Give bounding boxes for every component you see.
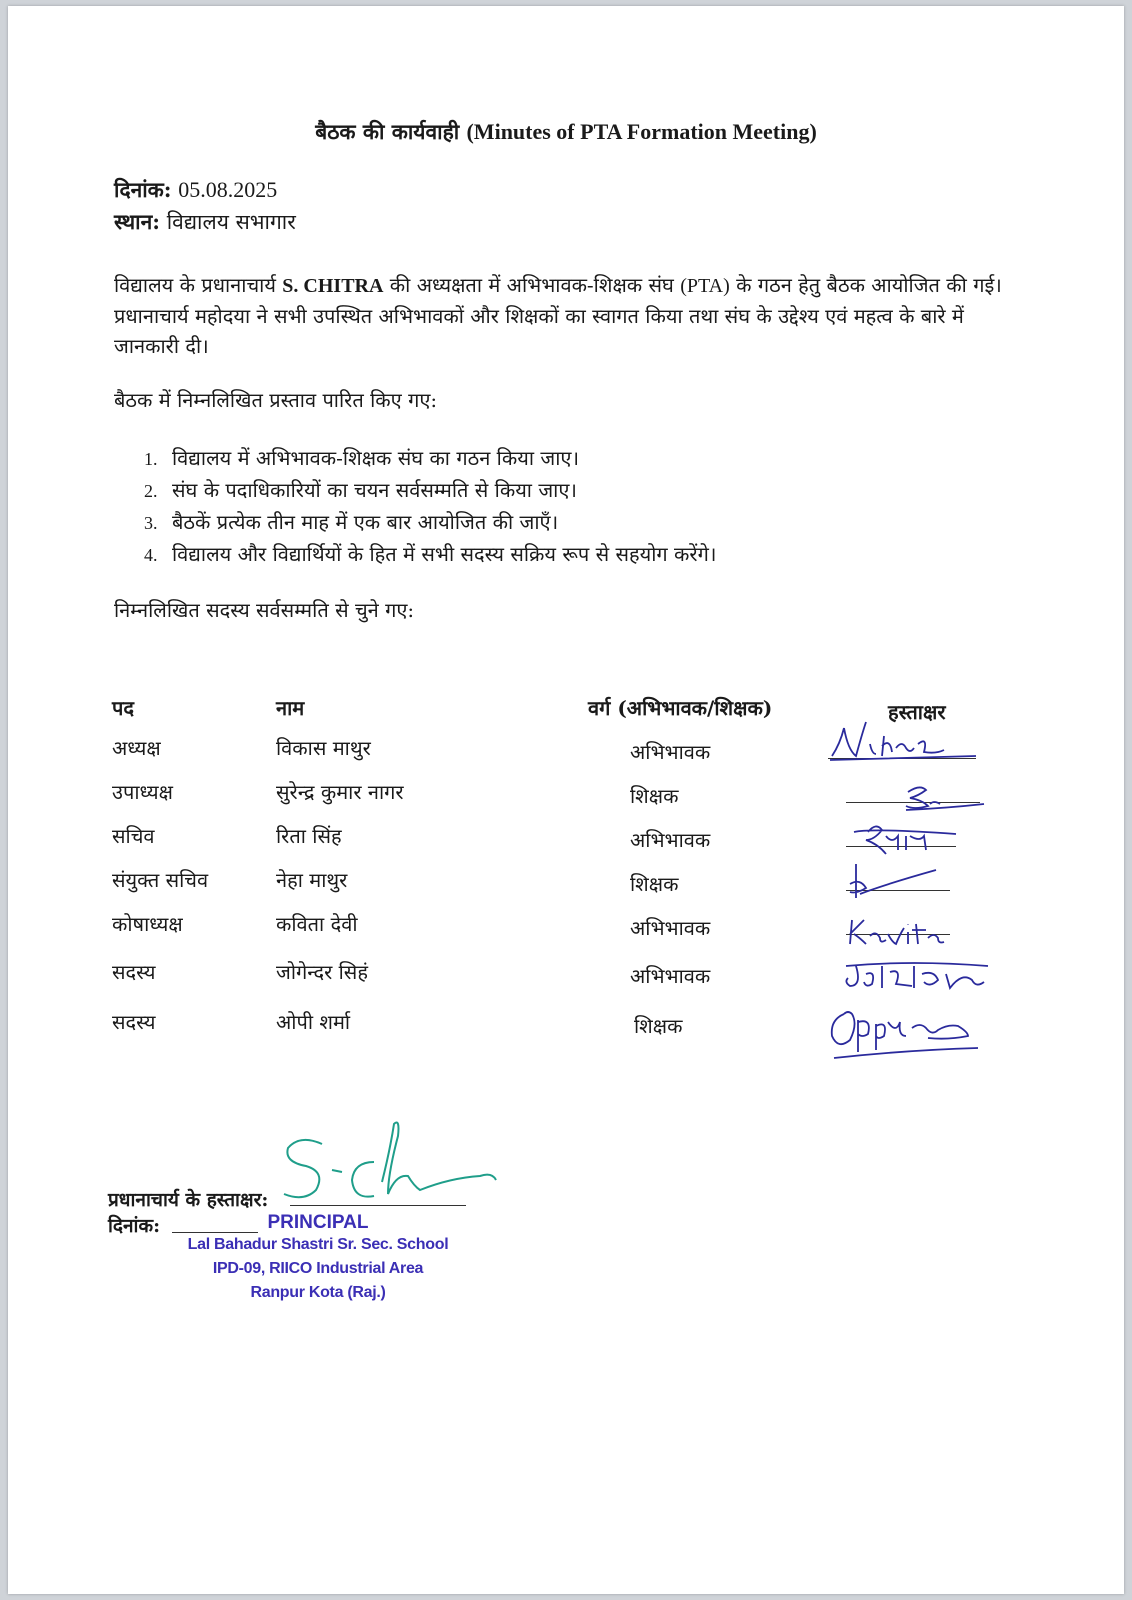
title-hindi: बैठक की कार्यवाही: [315, 119, 460, 144]
row-post: सदस्य: [112, 1010, 156, 1034]
title-english: (Minutes of PTA Formation Meeting): [466, 119, 817, 144]
signature-kavita: [846, 906, 966, 950]
venue-value: विद्यालय सभागार: [166, 210, 296, 234]
row-post: कोषाध्यक्ष: [112, 912, 183, 936]
signature-neha: [846, 858, 956, 908]
resolution-text: संघ के पदाधिकारियों का चयन सर्वसम्मति से किया जाए।: [172, 478, 577, 502]
row-name: नेहा माथुर: [276, 868, 348, 892]
resolution-item: [144, 508, 558, 535]
paragraph-text-1: विद्यालय के प्रधानाचार्य: [114, 273, 283, 297]
footer-date-label: दिनांक:: [108, 1215, 161, 1237]
paragraph-text-2: की अध्यक्षता में अभिभावक-शिक्षक संघ: [383, 273, 681, 297]
header-name: नाम: [276, 696, 305, 720]
principal-name: S. CHITRA: [282, 275, 384, 297]
row-post: उपाध्यक्ष: [112, 780, 173, 804]
row-name: ओपी शर्मा: [276, 1010, 351, 1034]
signature-vikas: [826, 714, 986, 764]
resolution-number: 2.: [144, 481, 158, 501]
paragraph-text-3: के गठन हेतु बैठक आयोजित की गई। प्रधानाचार्य महोदया ने सभी उपस्थित अभिभावकों और शिक्षकों का स्वागत किया तथा संघ के उद्देश्य एवं महत्व के बारे में जानकारी दी।: [114, 273, 1002, 358]
row-post: संयुक्त सचिव: [112, 868, 209, 892]
signature-rita: [846, 814, 976, 864]
stamp-line-city: Ranpur Kota (Raj.): [250, 1284, 386, 1301]
resolutions-intro: बैठक में निम्नलिखित प्रस्ताव पारित किए गए:: [114, 388, 438, 412]
resolution-text: बैठकें प्रत्येक तीन माह में एक बार आयोजित की जाएँ।: [172, 510, 559, 534]
row-name: विकास माथुर: [276, 736, 371, 760]
row-post: सचिव: [112, 824, 155, 848]
signature-jogender: [842, 952, 992, 996]
page-title: [8, 118, 1124, 146]
meeting-date: [114, 176, 277, 204]
row-category: शिक्षक: [630, 872, 679, 896]
stamp-line-address: IPD-09, RIICO Industrial Area: [212, 1260, 424, 1277]
row-category: शिक्षक: [630, 784, 679, 808]
date-value: 05.08.2025: [178, 177, 278, 202]
pta-abbr: (PTA): [680, 275, 730, 297]
row-post: अध्यक्ष: [112, 736, 161, 760]
row-name: जोगेन्दर सिहं: [276, 960, 368, 984]
header-signature: हस्ताक्षर: [888, 700, 946, 724]
header-post: पद: [112, 696, 134, 720]
principal-signature: [270, 1114, 510, 1210]
row-name: रिता सिंह: [276, 824, 342, 848]
venue-label: स्थान:: [114, 209, 161, 234]
row-name: कविता देवी: [276, 912, 358, 936]
row-category: शिक्षक: [634, 1014, 683, 1038]
resolution-item: [144, 444, 579, 471]
stamp-line-school: Lal Bahadur Shastri Sr. Sec. School: [187, 1236, 449, 1253]
document-page: [8, 6, 1124, 1594]
row-category: अभिभावक: [630, 828, 711, 852]
resolution-item: [144, 540, 716, 567]
signature-opsharma: [828, 1000, 988, 1060]
row-category: अभिभावक: [630, 740, 711, 764]
header-category: वर्ग (अभिभावक/शिक्षक): [588, 696, 773, 720]
members-intro: निम्नलिखित सदस्य सर्वसम्मति से चुने गए:: [114, 598, 415, 622]
row-post: सदस्य: [112, 960, 156, 984]
resolution-text: विद्यालय में अभिभावक-शिक्षक संघ का गठन किया जाए।: [172, 446, 580, 470]
date-label: दिनांक:: [114, 177, 172, 202]
stamp-line-principal: PRINCIPAL: [267, 1212, 369, 1233]
intro-paragraph: [114, 270, 1014, 361]
row-name: सुरेन्द्र कुमार नागर: [276, 780, 404, 804]
resolution-item: [144, 476, 577, 503]
resolution-number: 1.: [144, 449, 158, 469]
meeting-venue: [114, 208, 296, 236]
principal-signature-label: प्रधानाचार्य के हस्ताक्षर:: [108, 1189, 269, 1211]
resolution-number: 4.: [144, 545, 158, 565]
row-category: अभिभावक: [630, 916, 711, 940]
signature-su: [848, 776, 988, 816]
resolution-number: 3.: [144, 513, 158, 533]
row-category: अभिभावक: [630, 964, 711, 988]
resolution-text: विद्यालय और विद्यार्थियों के हित में सभी सदस्य सक्रिय रूप से सहयोग करेंगे।: [172, 542, 717, 566]
